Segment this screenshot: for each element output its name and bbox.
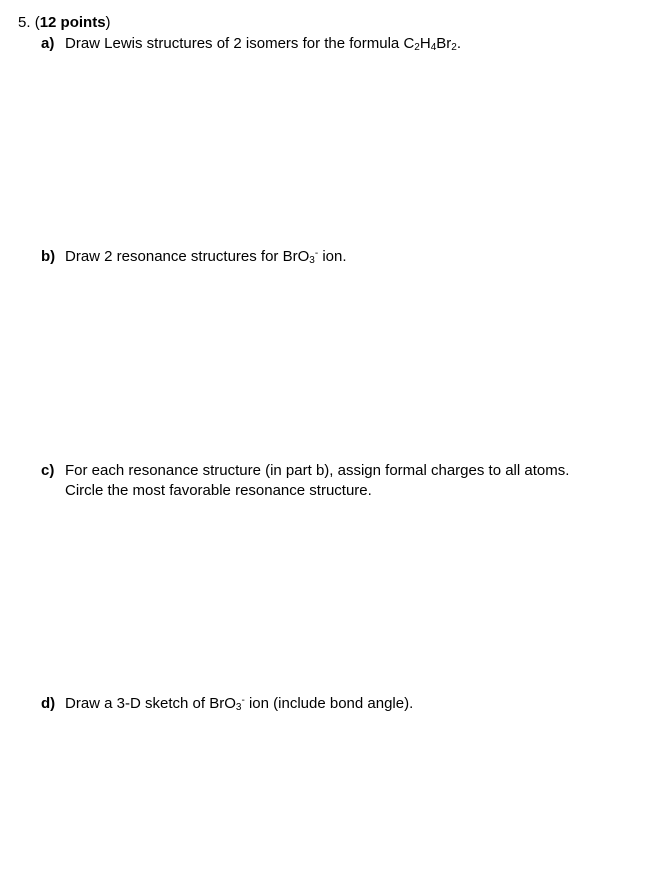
part-b-label: b) (41, 248, 56, 265)
part-a-text: Draw Lewis structures of 2 isomers for the formula $C_2H_4Br_2$. (65, 35, 461, 53)
points-open: ( (34, 14, 40, 31)
question-header (18, 14, 111, 32)
part-a-label: a) (41, 35, 55, 52)
points-close: ) (105, 14, 111, 31)
part-c-label: c) (41, 462, 55, 479)
part-c-line2: Circle the most favorable resonance structure. (65, 482, 372, 499)
part-b-text: Draw 2 resonance structures for BrO$_3$- ion. (65, 248, 347, 266)
points-value: 12 points (39, 14, 106, 31)
question-number: 5. (18, 14, 31, 31)
part-c-line1: For each resonance structure (in part b), assign formal charges to all atoms. (65, 462, 570, 479)
part-d-text: Draw a 3-D sketch of BrO$_3$- ion (include bond angle). (65, 695, 414, 713)
part-d-label: d) (41, 695, 56, 712)
